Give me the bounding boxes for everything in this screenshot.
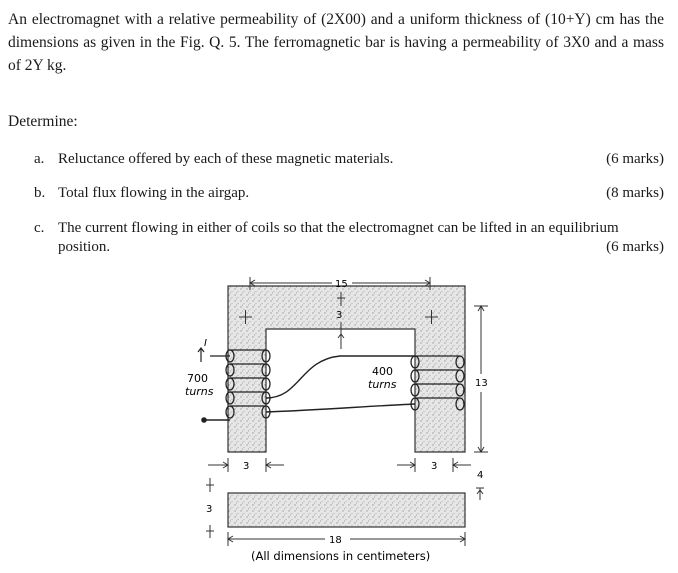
ferromagnetic-bar (228, 493, 465, 527)
question-letter: a. (34, 151, 45, 167)
determine-heading: Determine: (8, 113, 78, 130)
question-marks: (6 marks) (606, 151, 664, 167)
current-label: I (204, 338, 207, 349)
question-text: The current flowing in either of coils so that the electromagnet can be lifted in an equilibrium position. (58, 220, 619, 255)
problem-statement: An electromagnet with a relative permeability of (2X00) and a uniform thickness of (10+Y) cm has the dimensions as given in the Fig. Q. 5. The ferromagnetic bar is having a permeability of 3X0 and a mass of 2Y kg. (8, 11, 664, 74)
left-turns-unit: turns (185, 385, 214, 398)
question-text: Reluctance offered by each of these magnetic materials. (58, 151, 394, 167)
dim-top-width-label: 15 (335, 279, 348, 290)
question-letter: b. (34, 185, 46, 201)
dim-height-label: 13 (475, 378, 488, 389)
question-text: Total flux flowing in the airgap. (58, 185, 250, 201)
dim-left-leg-label: 3 (243, 461, 250, 472)
left-turns-label: 700 (187, 372, 208, 385)
figure-caption: (All dimensions in centimeters) (251, 549, 431, 563)
dim-airgap-label: 4 (477, 470, 484, 481)
question-letter: c. (34, 220, 45, 236)
electromagnet-core (228, 286, 465, 452)
dim-airgap (476, 488, 484, 500)
dim-bar-length-label: 18 (329, 535, 342, 546)
dim-bar-length (228, 532, 465, 546)
dim-right-leg-label: 3 (431, 461, 438, 472)
dim-bar-thickness-label: 3 (206, 504, 213, 515)
right-turns-unit: turns (368, 378, 397, 391)
question-marks: (8 marks) (606, 185, 664, 201)
question-marks: (6 marks) (606, 239, 664, 255)
dim-top-thickness-label: 3 (336, 310, 343, 321)
right-turns-label: 400 (372, 365, 393, 378)
